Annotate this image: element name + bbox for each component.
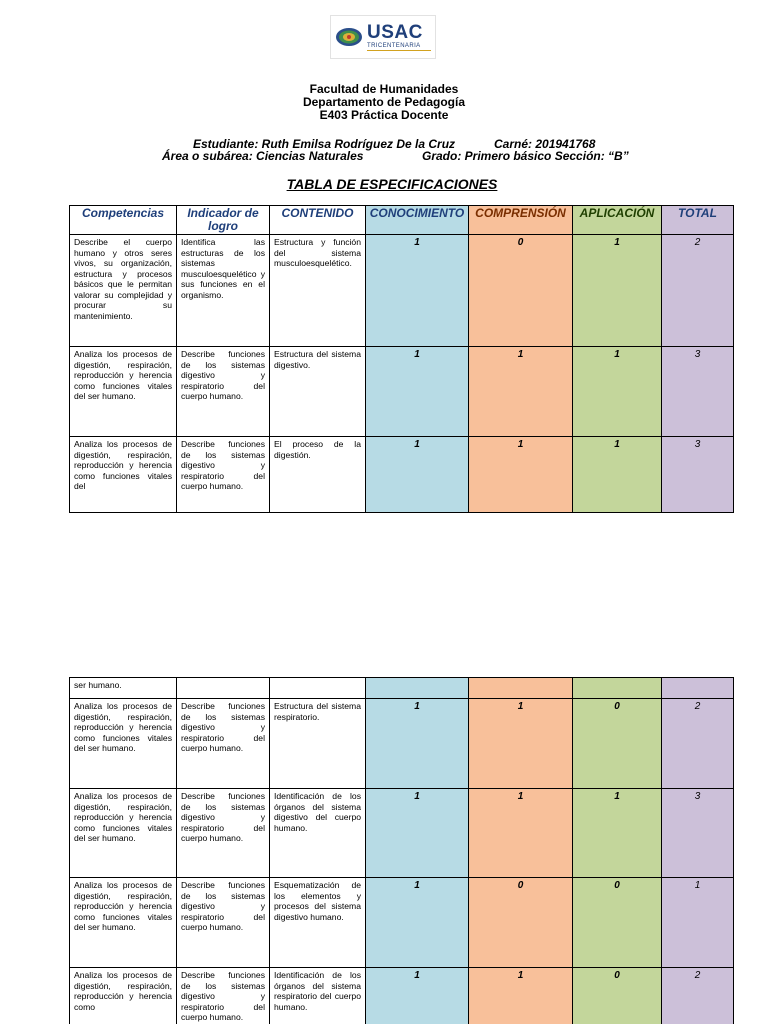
cell-total: 3 [662,437,734,513]
cell-contenido: Estructura y función del sistema musculoesquelético. [270,235,366,347]
table-row [70,878,734,968]
cell-indicador: Describe funciones de los sistemas digestivo y respiratorio del cuerpo humano. [177,437,270,513]
cell-comprension: 0 [469,878,573,968]
header-comprension: COMPRENSIÓN [469,206,573,235]
table-row [70,789,734,878]
cell-competencia: Analiza los procesos de digestión, respiración, reproducción y herencia como funciones vitales del ser humano. [70,347,177,437]
cell-aplicacion: 1 [573,789,662,878]
area-subarea: Área o subárea: Ciencias Naturales [162,149,364,163]
cell-indicador: Describe funciones de los sistemas digestivo y respiratorio del cuerpo humano. [177,347,270,437]
university-seal-icon [335,27,363,47]
cell-competencia: Analiza los procesos de digestión, respiración, reproducción y herencia como funciones vitales del ser humano. [70,699,177,789]
table-row [70,699,734,789]
cell-comprension: 1 [469,437,573,513]
cell-conocimiento: 1 [366,347,469,437]
cell-competencia: Analiza los procesos de digestión, respiración, reproducción y herencia como [70,968,177,1024]
cell-total: 2 [662,235,734,347]
cell-total: 2 [662,968,734,1024]
table-row [70,235,734,347]
cell-competencia: Analiza los procesos de digestión, respiración, reproducción y herencia como funciones vitales del ser humano. [70,878,177,968]
cell-contenido: Esquematización de los elementos y procesos del sistema digestivo humano. [270,878,366,968]
table-row-continuation [70,678,734,699]
header-total: TOTAL [662,206,734,235]
cell-aplicacion: 0 [573,878,662,968]
cell-total: 1 [662,878,734,968]
logo-subtitle: TRICENTENARIA [367,42,421,49]
table-row [70,347,734,437]
header-indicador: Indicador de logro [177,206,270,235]
cell-conocimiento: 1 [366,878,469,968]
cell-aplicacion: 0 [573,968,662,1024]
cell-empty [177,678,270,699]
cell-comprension: 1 [469,789,573,878]
cell-competencia-continuation: ser humano. [70,678,177,699]
cell-aplicacion: 1 [573,347,662,437]
cell-contenido: Estructura del sistema digestivo. [270,347,366,437]
header-conocimiento: CONOCIMIENTO [366,206,469,235]
cell-empty-conocimiento [366,678,469,699]
cell-comprension: 1 [469,968,573,1024]
cell-contenido: El proceso de la digestión. [270,437,366,513]
cell-aplicacion: 0 [573,699,662,789]
cell-contenido: Identificación de los órganos del sistema digestivo del cuerpo humano. [270,789,366,878]
cell-competencia: Analiza los procesos de digestión, respiración, reproducción y herencia como funciones vitales del ser humano. [70,789,177,878]
cell-comprension: 1 [469,699,573,789]
student-carne: Carné: 201941768 [494,137,596,151]
cell-indicador: Identifica las estructuras de los sistemas musculoesquelético y sus funciones en el organismo. [177,235,270,347]
cell-competencia: Analiza los procesos de digestión, respiración, reproducción y herencia como funciones vitales del [70,437,177,513]
cell-conocimiento: 1 [366,789,469,878]
specifications-table-page-1 [69,205,734,513]
cell-contenido: Estructura del sistema respiratorio. [270,699,366,789]
cell-conocimiento: 1 [366,437,469,513]
header-competencias: Competencias [70,206,177,235]
grade-section: Grado: Primero básico Sección: “B” [422,149,629,163]
cell-comprension: 0 [469,235,573,347]
table-title: TABLA DE ESPECIFICACIONES [286,176,498,192]
cell-competencia: Describe el cuerpo humano y otros seres vivos, su organización, estructura y procesos básicos que le permitan valorar su complejidad y procurar su mantenimiento. [70,235,177,347]
course-name: E403 Práctica Docente [319,108,449,122]
cell-indicador: Describe funciones de los sistemas digestivo y respiratorio del cuerpo humano. [177,789,270,878]
cell-aplicacion: 1 [573,235,662,347]
cell-total: 2 [662,699,734,789]
cell-total: 3 [662,789,734,878]
logo-wordmark: USAC [367,21,423,43]
specifications-table-page-2 [69,677,734,1024]
header-contenido: CONTENIDO [270,206,366,235]
table-row [70,437,734,513]
cell-aplicacion: 1 [573,437,662,513]
cell-indicador: Describe funciones de los sistemas digestivo y respiratorio del cuerpo humano. [177,968,270,1024]
faculty-name: Facultad de Humanidades [309,82,459,96]
cell-empty-total [662,678,734,699]
cell-empty-comprension [469,678,573,699]
cell-contenido: Identificación de los órganos del sistema respiratorio del cuerpo humano. [270,968,366,1024]
cell-conocimiento: 1 [366,968,469,1024]
header-aplicacion: APLICACIÓN [573,206,662,235]
student-name: Estudiante: Ruth Emilsa Rodríguez De la Cruz [193,137,456,151]
department-name: Departamento de Pedagogía [302,95,466,109]
table-header-row [70,206,734,235]
cell-indicador: Describe funciones de los sistemas digestivo y respiratorio del cuerpo humano. [177,699,270,789]
document-header [0,83,768,122]
table-row [70,968,734,1024]
cell-total: 3 [662,347,734,437]
cell-conocimiento: 1 [366,699,469,789]
cell-empty-aplicacion [573,678,662,699]
logo-underline [367,50,431,52]
usac-logo [330,15,436,59]
cell-conocimiento: 1 [366,235,469,347]
cell-comprension: 1 [469,347,573,437]
cell-empty [270,678,366,699]
cell-indicador: Describe funciones de los sistemas digestivo y respiratorio del cuerpo humano. [177,878,270,968]
